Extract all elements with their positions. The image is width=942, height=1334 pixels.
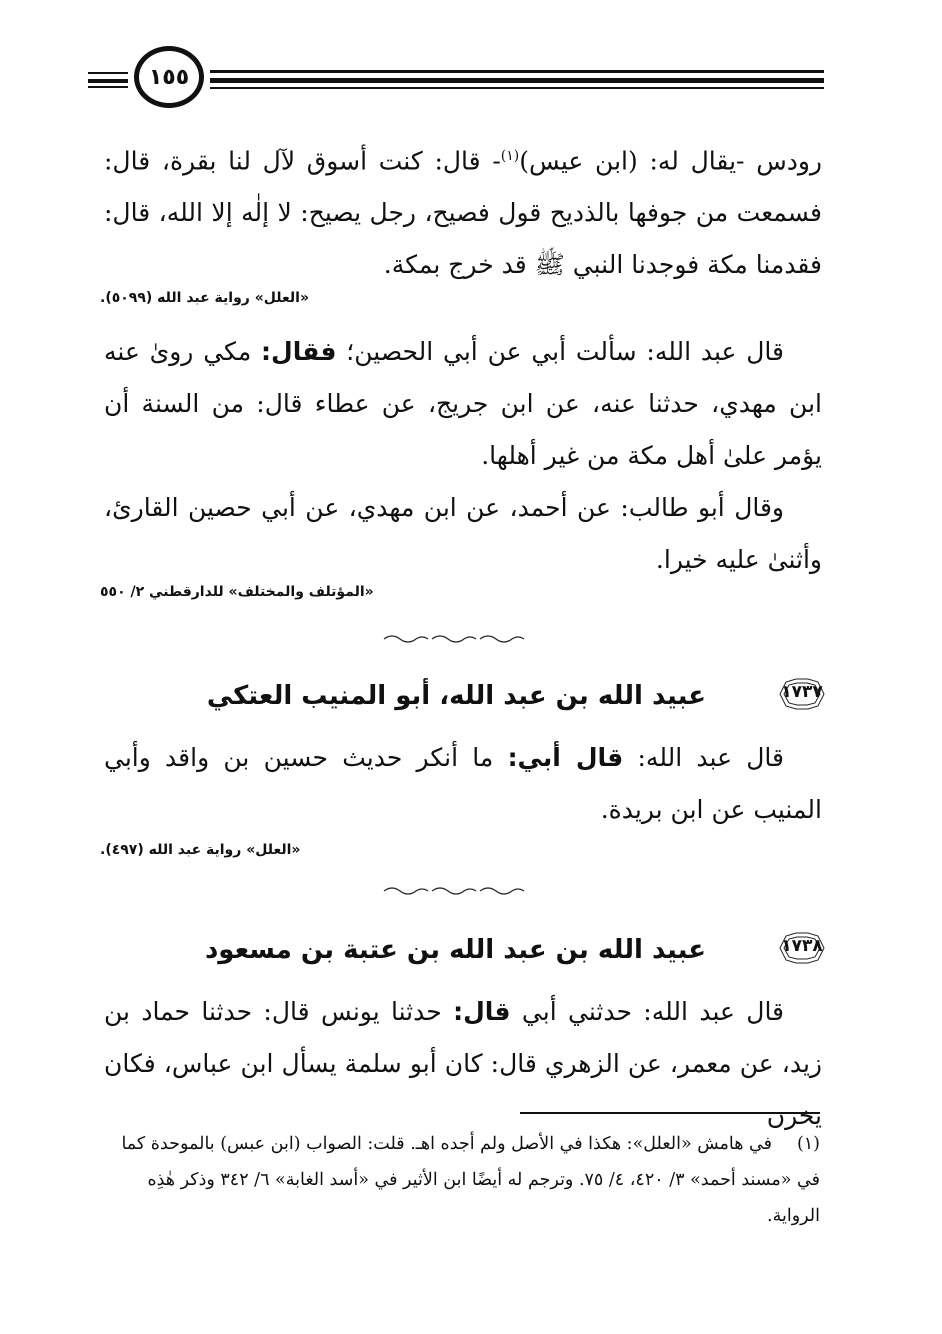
text: مكي روىٰ عنه ابن مهدي، حدثنا عنه، عن ابن جريج، عن عطاء قال: من السنة أن يؤمر علىٰ أهل مكة من غير أهلها. — [104, 337, 822, 470]
footnote-marker: (١) — [796, 1134, 820, 1154]
text: ما أنكر حديث حسين بن واقد وأبي المنيب عن ابن بريدة. — [104, 743, 822, 824]
ornament-icon — [380, 633, 530, 645]
text: حدثنا يونس قال: حدثنا حماد بن زيد، عن معمر، عن الزهري قال: كان أبو سلمة يسأل ابن عباس، فكان يخزن — [104, 997, 822, 1130]
line: فسمعت من جوفها بالذديح قول فصيح، رجل يصيح: لا إلٰه إلا الله، — [158, 198, 822, 228]
entry-title: عبيد الله بن عبد الله، أبو المنيب العتكي — [206, 681, 706, 711]
entry-heading — [204, 928, 828, 972]
footnote-text: في هامش «العلل»: هكذا في الأصل ولم أجده اهـ. قلت: الصواب (ابن عبس) بالموحدة كما في «مسند أحمد» ٣/ ٤٢٠، ٤/ ٧٥. وترجم له أيضًا ابن الأثير في «أسد الغابة» ٦/ ٣٤٢ وذكر هٰذِه الرواية. — [121, 1134, 820, 1226]
entry-number: ١٧٣٧ — [781, 682, 823, 702]
page-number: ١٥٥ — [134, 46, 204, 108]
paragraph-1 — [104, 130, 822, 291]
header-rule — [210, 87, 824, 89]
header-rule — [88, 72, 128, 74]
entry-number-badge — [776, 930, 828, 966]
line: قال: فقدمنا مكة فوجدنا النبي ﷺ قد خرج بمكة. — [104, 198, 822, 280]
ornament-divider — [380, 882, 530, 894]
bold-keyword: قال أبي: — [507, 743, 624, 772]
source-citation: «العلل» رواية عبد الله (٤٩٧). — [100, 842, 301, 858]
paragraph-3: وقال أبو طالب: عن أحمد، عن ابن مهدي، عن أبي حصين القارئ، وأثنىٰ عليه خيرا. — [104, 493, 822, 574]
bold-keyword: فقال: — [261, 337, 337, 366]
entry-title: عبيد الله بن عبد الله بن عتبة بن مسعود — [204, 935, 706, 965]
ornament-divider — [380, 630, 530, 642]
entry-number: ١٧٣٨ — [781, 936, 823, 956]
page-header — [88, 46, 824, 110]
entry-text — [104, 732, 822, 836]
entry-heading — [206, 674, 828, 718]
footnote-ref[interactable]: (١) — [500, 148, 520, 164]
text: قال عبد الله: سألت أبي عن أبي الحصين؛ — [336, 337, 785, 366]
header-rule — [210, 78, 824, 83]
text: قال عبد الله: — [623, 743, 784, 772]
source-citation: «العلل» رواية عبد الله (٥٠٩٩). — [100, 290, 309, 306]
text: قال عبد الله: حدثني أبي — [510, 997, 785, 1026]
header-rule — [210, 70, 824, 73]
footnote-separator — [520, 1112, 820, 1114]
line: - قال: كنت أسوق لآل لنا بقرة، قال: — [104, 146, 501, 176]
paragraph-2 — [104, 326, 822, 586]
source-citation: «المؤتلف والمختلف» للدارقطني ٢/ ٥٥٠ — [100, 584, 374, 600]
line: رودس -يقال له: (ابن عيس) — [519, 146, 822, 176]
ornament-icon — [380, 885, 530, 897]
footnote — [120, 1126, 820, 1234]
header-rule — [88, 86, 128, 88]
entry-number-badge — [776, 676, 828, 712]
header-rule — [88, 79, 128, 83]
entry-text — [104, 986, 822, 1142]
bold-keyword: قال: — [453, 997, 511, 1026]
